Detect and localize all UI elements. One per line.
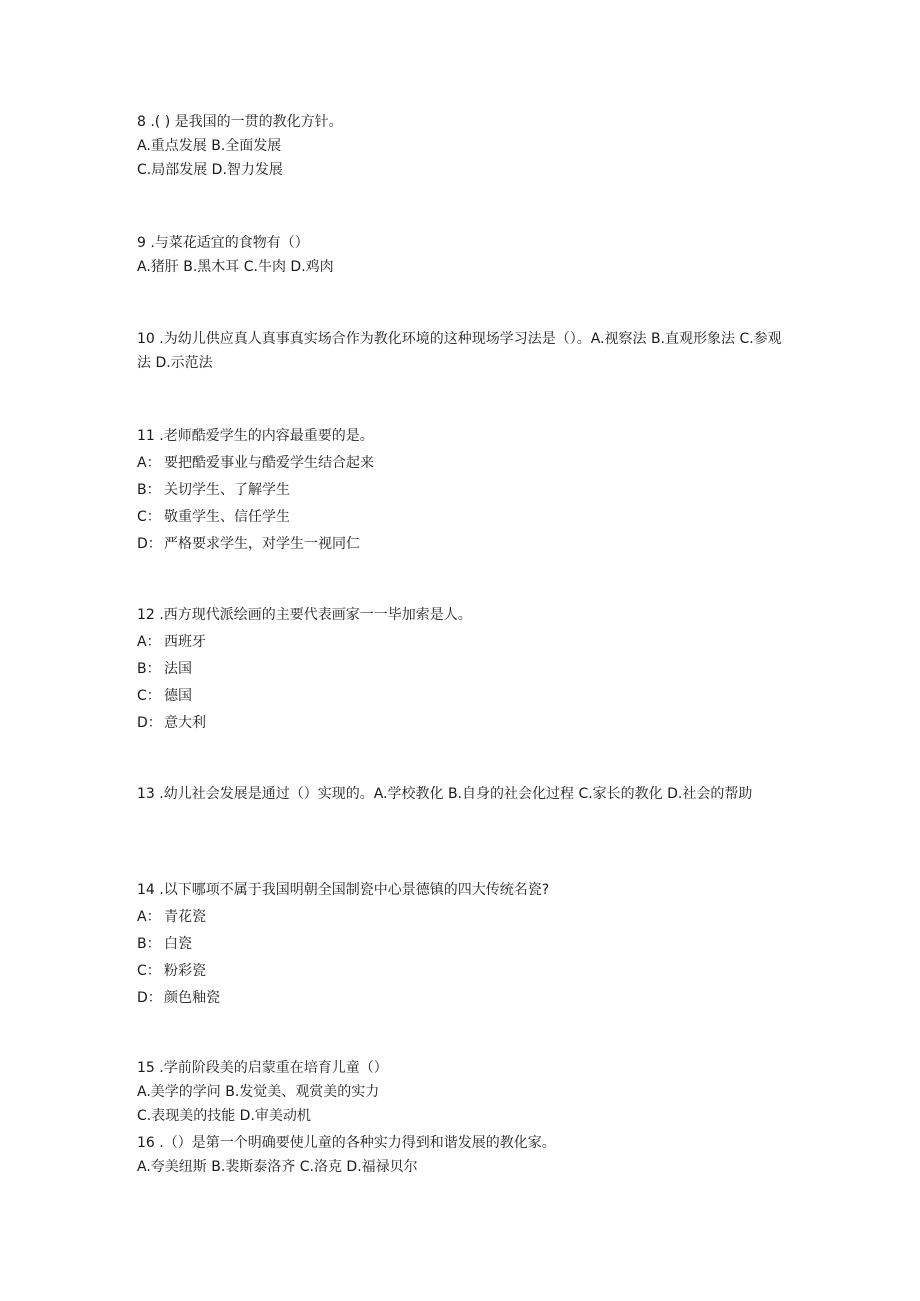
question-11 [137, 424, 787, 556]
option-letter: D： [137, 715, 162, 731]
option-text: 法国 [164, 661, 192, 677]
question-stem: 10 .为幼儿供应真人真事真实场合作为教化环境的这种现场学习法是（）。A.视察法 B.直观形象法 C.参观法 D.示范法 [137, 331, 782, 371]
question-14 [137, 878, 787, 1010]
option-letter: A： [137, 634, 161, 650]
option-line: A.重点发展 B.全面发展 [137, 138, 282, 154]
option-text: 白瓷 [164, 936, 192, 952]
question-stem: 12 .西方现代派绘画的主要代表画家一一毕加索是人。 [137, 607, 472, 623]
option-d [137, 532, 787, 556]
option-letter: A： [137, 455, 161, 471]
question-stem: 11 .老师酷爱学生的内容最重要的是。 [137, 428, 374, 444]
option-letter: B： [137, 482, 161, 498]
option-line: A.美学的学问 B.发觉美、观赏美的实力 [137, 1084, 380, 1100]
option-letter: C： [137, 509, 161, 525]
option-text: 敬重学生、信任学生 [164, 509, 290, 525]
question-stem: 8 .( ) 是我国的一贯的教化方针。 [137, 114, 343, 130]
option-c [137, 959, 787, 983]
question-16 [137, 1131, 787, 1179]
option-letter: B： [137, 661, 161, 677]
option-letter: C： [137, 688, 161, 704]
question-stem: 9 .与菜花适宜的食物有（） [137, 235, 309, 251]
question-stem: 15 .学前阶段美的启蒙重在培育儿童（） [137, 1060, 388, 1076]
option-a [137, 630, 787, 654]
question-stem: 16 .（）是第一个明确要使儿童的各种实力得到和谐发展的教化家。 [137, 1135, 556, 1151]
option-line: A.猪肝 B.黑木耳 C.牛肉 D.鸡肉 [137, 259, 334, 275]
question-stem: 14 .以下哪项不属于我国明朝全国制瓷中心景德镇的四大传统名瓷? [137, 882, 550, 898]
option-c [137, 684, 787, 708]
option-b [137, 478, 787, 502]
option-c [137, 505, 787, 529]
option-text: 要把酷爱事业与酷爱学生结合起来 [164, 455, 374, 471]
option-d [137, 711, 787, 735]
option-letter: D： [137, 990, 162, 1006]
option-line: C.局部发展 D.智力发展 [137, 162, 283, 178]
question-10 [137, 327, 787, 375]
option-text: 青花瓷 [164, 909, 206, 925]
question-8 [137, 110, 787, 182]
question-12 [137, 603, 787, 735]
option-a [137, 451, 787, 475]
option-d [137, 986, 787, 1010]
option-letter: D： [137, 536, 162, 552]
option-text: 粉彩瓷 [164, 963, 206, 979]
option-text: 西班牙 [164, 634, 206, 650]
option-letter: B： [137, 936, 161, 952]
option-letter: C： [137, 963, 161, 979]
option-text: 严格要求学生，对学生一视同仁 [164, 536, 360, 552]
option-b [137, 932, 787, 956]
option-letter: A： [137, 909, 161, 925]
option-b [137, 657, 787, 681]
question-13 [137, 782, 787, 806]
option-text: 德国 [164, 688, 192, 704]
question-9 [137, 231, 787, 279]
question-15 [137, 1056, 787, 1128]
option-text: 意大利 [164, 715, 206, 731]
option-line: A.夸美纽斯 B.裴斯泰洛齐 C.洛克 D.福禄贝尔 [137, 1159, 418, 1175]
option-text: 关切学生、了解学生 [164, 482, 290, 498]
option-a [137, 905, 787, 929]
question-stem: 13 .幼儿社会发展是通过（）实现的。A.学校教化 B.自身的社会化过程 C.家长的教化 D.社会的帮助 [137, 786, 753, 802]
option-line: C.表现美的技能 D.审美动机 [137, 1108, 311, 1124]
option-text: 颜色釉瓷 [164, 990, 220, 1006]
